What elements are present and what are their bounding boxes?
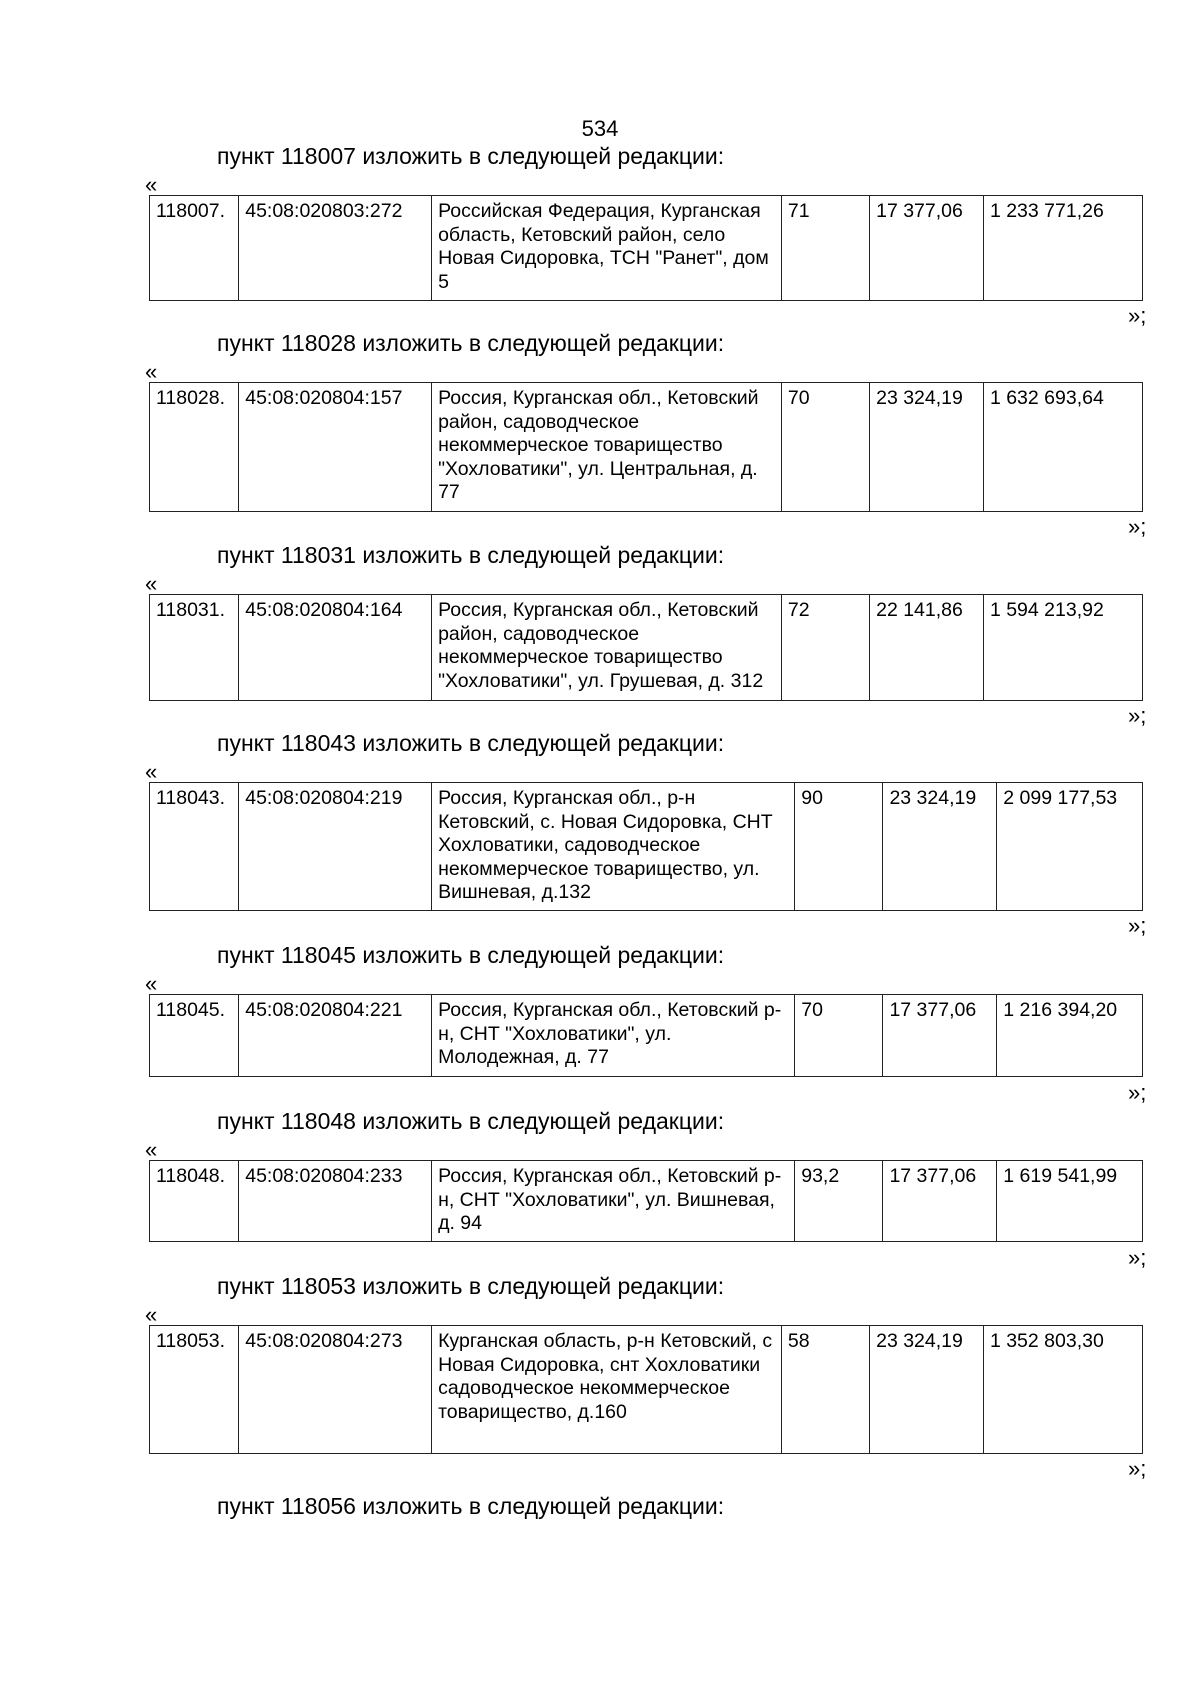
row-number-cell: 118053. — [150, 1326, 239, 1454]
section-heading-118045: пункт 118045 изложить в следующей редакции: — [217, 942, 725, 968]
address-cell: Россия, Курганская обл., Кетовский район, садоводческое некоммерческое товарищество "Хохловатики", ул. Грушевая, д. 312 — [432, 595, 782, 701]
specific-value-cell: 23 324,19 — [870, 383, 984, 512]
address-cell: Курганская область, р-н Кетовский, с Новая Сидоровка, снт Хохловатики садоводческое некоммерческое товарищество, д.160 — [432, 1326, 782, 1454]
row-number-cell: 118028. — [150, 383, 239, 512]
closing-quote: »; — [1128, 1456, 1147, 1481]
cadastral-value-cell: 1 594 213,92 — [983, 595, 1142, 701]
area-cell: 70 — [795, 995, 883, 1077]
specific-value-cell: 22 141,86 — [870, 595, 984, 701]
area-cell: 58 — [781, 1326, 869, 1454]
closing-quote: »; — [1128, 913, 1147, 938]
table-row — [150, 1326, 1143, 1454]
cadastral-value-cell: 1 352 803,30 — [983, 1326, 1142, 1454]
section-heading-118031: пункт 118031 изложить в следующей редакции: — [217, 542, 725, 568]
area-cell: 93,2 — [795, 1161, 883, 1242]
cadastral-table-118048 — [149, 1160, 1143, 1242]
table-row — [150, 1161, 1143, 1242]
specific-value-cell: 17 377,06 — [883, 1161, 997, 1242]
section-heading-118028: пункт 118028 изложить в следующей редакции: — [217, 330, 725, 356]
cadastral-number-cell: 45:08:020804:157 — [239, 383, 432, 512]
area-cell: 70 — [781, 383, 869, 512]
row-number-cell: 118043. — [150, 783, 239, 911]
area-cell: 72 — [781, 595, 869, 701]
cadastral-table-118045 — [149, 994, 1143, 1077]
row-number-cell: 118031. — [150, 595, 239, 701]
cadastral-number-cell: 45:08:020804:233 — [239, 1161, 432, 1242]
closing-quote: »; — [1128, 303, 1147, 328]
cadastral-value-cell: 1 619 541,99 — [997, 1161, 1143, 1242]
cadastral-number-cell: 45:08:020803:272 — [239, 196, 432, 301]
opening-quote: « — [145, 971, 158, 996]
address-cell: Российская Федерация, Курганская область, Кетовский район, село Новая Сидоровка, ТСН "Ранет", дом 5 — [432, 196, 782, 301]
address-cell: Россия, Курганская обл., Кетовский р-н, СНТ "Хохловатики", ул. Вишневая, д. 94 — [432, 1161, 795, 1242]
area-cell: 90 — [795, 783, 883, 911]
address-cell: Россия, Курганская обл., р-н Кетовский, с. Новая Сидоровка, СНТ Хохловатики, садоводческое некоммерческое товарищество, ул. Вишневая, д.132 — [432, 783, 795, 911]
closing-quote: »; — [1128, 1245, 1147, 1270]
section-heading-118043: пункт 118043 изложить в следующей редакции: — [217, 730, 725, 756]
cadastral-value-cell: 1 233 771,26 — [983, 196, 1142, 301]
opening-quote: « — [145, 1137, 158, 1162]
cadastral-number-cell: 45:08:020804:273 — [239, 1326, 432, 1454]
section-heading-118056: пункт 118056 изложить в следующей редакции: — [217, 1493, 725, 1519]
closing-quote: »; — [1128, 703, 1147, 728]
specific-value-cell: 17 377,06 — [870, 196, 984, 301]
closing-quote: »; — [1128, 514, 1147, 539]
opening-quote: « — [145, 359, 158, 384]
section-heading-118007: пункт 118007 изложить в следующей редакции: — [217, 143, 725, 169]
opening-quote: « — [145, 759, 158, 784]
specific-value-cell: 17 377,06 — [883, 995, 997, 1077]
table-row — [150, 383, 1143, 512]
cadastral-table-118031 — [149, 594, 1143, 701]
opening-quote: « — [145, 172, 158, 197]
cadastral-number-cell: 45:08:020804:219 — [239, 783, 432, 911]
specific-value-cell: 23 324,19 — [883, 783, 997, 911]
cadastral-table-118053 — [149, 1325, 1143, 1454]
cadastral-table-118028 — [149, 382, 1143, 512]
opening-quote: « — [145, 1302, 158, 1327]
specific-value-cell: 23 324,19 — [870, 1326, 984, 1454]
row-number-cell: 118045. — [150, 995, 239, 1077]
opening-quote: « — [145, 571, 158, 596]
cadastral-number-cell: 45:08:020804:164 — [239, 595, 432, 701]
table-row — [150, 196, 1143, 301]
closing-quote: »; — [1128, 1080, 1147, 1105]
table-row — [150, 783, 1143, 911]
cadastral-table-118007 — [149, 195, 1143, 301]
section-heading-118048: пункт 118048 изложить в следующей редакции: — [217, 1108, 725, 1134]
address-cell: Россия, Курганская обл., Кетовский район, садоводческое некоммерческое товарищество "Хохловатики", ул. Центральная, д. 77 — [432, 383, 782, 512]
cadastral-value-cell: 1 632 693,64 — [983, 383, 1142, 512]
address-cell: Россия, Курганская обл., Кетовский р-н, СНТ "Хохловатики", ул. Молодежная, д. 77 — [432, 995, 795, 1077]
area-cell: 71 — [781, 196, 869, 301]
cadastral-value-cell: 1 216 394,20 — [997, 995, 1143, 1077]
cadastral-number-cell: 45:08:020804:221 — [239, 995, 432, 1077]
table-row — [150, 595, 1143, 701]
cadastral-table-118043 — [149, 782, 1143, 911]
row-number-cell: 118048. — [150, 1161, 239, 1242]
table-row — [150, 995, 1143, 1077]
cadastral-value-cell: 2 099 177,53 — [997, 783, 1143, 911]
page-number: 534 — [581, 116, 619, 141]
section-heading-118053: пункт 118053 изложить в следующей редакции: — [217, 1273, 725, 1299]
row-number-cell: 118007. — [150, 196, 239, 301]
